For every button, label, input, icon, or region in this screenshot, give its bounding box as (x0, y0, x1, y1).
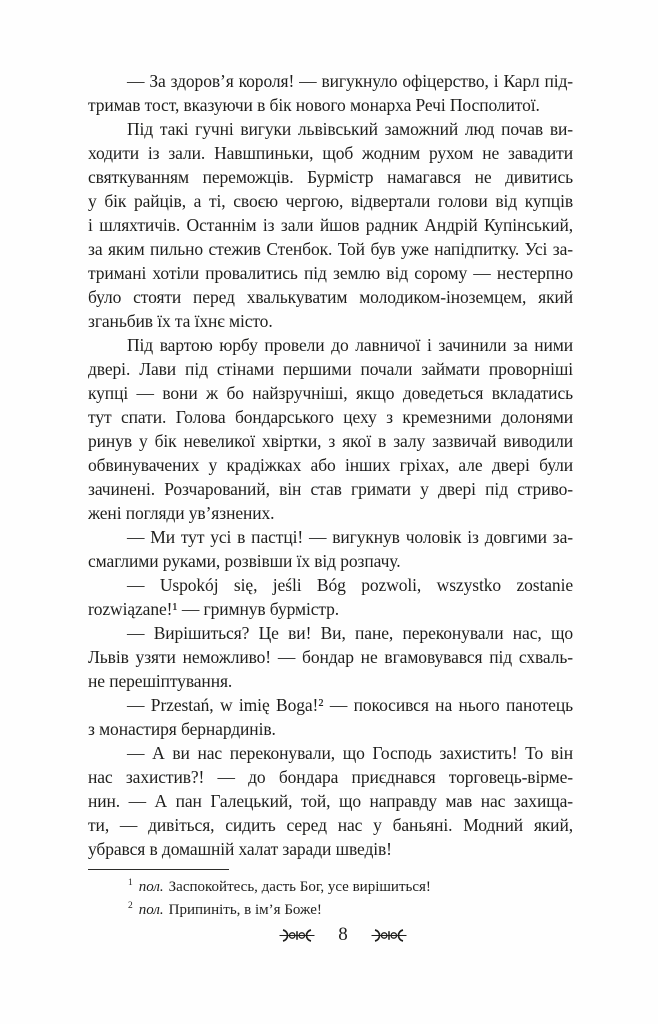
text-line: смаглими руками, розвівши їх від розпачу. (88, 551, 401, 571)
footnote-text: Заспокойтесь, дасть Бог, усе вирішиться! (168, 879, 431, 895)
text-line: тут спати. Голова бондарського цеху з кремезними долонями (88, 407, 573, 427)
footnote-separator (88, 869, 229, 870)
text-line: Львів узяти неможливо! — бондар не вгамовувався під схваль- (88, 647, 573, 667)
paragraph (88, 333, 573, 525)
text-line: ходити із зали. Навшпиньки, щоб жодним рухом не завадити (88, 143, 573, 163)
footnote-item (88, 899, 573, 922)
footnote-text: Припиніть, в ім’я Боже! (168, 902, 322, 918)
footnote-marker: 1 (128, 878, 133, 888)
text-line: з монастиря бернардинів. (88, 719, 276, 739)
text-line: ринув у бік невеликої хвіртки, з якої в залу зазвичай виводили (88, 431, 573, 451)
text-line: нин. — А пан Галецький, той, що направду мав нас захища- (88, 791, 573, 811)
text-line: убрався в домашній халат заради шведів! (88, 839, 392, 859)
text-line: жені погляди ув’язнених. (88, 503, 275, 523)
page-text (88, 69, 573, 861)
paragraph (88, 741, 573, 861)
text-line: — Uspokój się, jeśli Bóg pozwoli, wszystko zostanie (127, 575, 573, 595)
text-line: — А ви нас переконували, що Господь захистить! То він (127, 743, 573, 763)
text-line: тримав тост, вказуючи в бік нового монарха Речі Посполитої. (88, 95, 540, 115)
paragraph (88, 621, 573, 693)
text-line: — Вирішиться? Це ви! Ви, пане, переконували нас, що (127, 623, 573, 643)
text-line: тримані хотіли провалитись під землю від сорому — нестерпно (88, 263, 573, 283)
paragraph (88, 525, 573, 573)
text-line: не перешіптування. (88, 671, 233, 691)
text-line: rozwiązane!¹ — гримнув бурмістр. (88, 599, 340, 619)
text-line: святкуванням переможців. Бурмістр намагався не дивитись (88, 167, 573, 187)
text-line: — Ми тут усі в пастці! — вигукнув чоловік із довгими за- (127, 527, 573, 547)
text-line: зачинені. Розчарований, він став гримати у двері під стриво- (88, 479, 573, 499)
page-footer (14, 925, 658, 945)
text-line: — Przestań, w imię Boga!² — покосився на нього панотець (127, 695, 573, 715)
text-line: обвинувачених у крадіжках або інших гріхах, але двері були (88, 455, 573, 475)
paragraph (88, 69, 573, 117)
paragraph (88, 117, 573, 333)
text-line: і шляхтичів. Останнім із зали йшов радник Андрій Купінський, (88, 215, 573, 235)
page-number: 8 (338, 924, 348, 945)
text-line: за яким пильно стежив Стенбок. Той був уже напідпитку. Усі за- (88, 239, 573, 259)
paragraph (88, 573, 573, 621)
footnote-lang-label: пол. (138, 879, 164, 895)
fleuron-ornament-icon (371, 929, 407, 942)
text-line: Під вартою юрбу провели до лавничої і зачинили за ними (127, 335, 573, 355)
paragraph (88, 693, 573, 741)
text-line: купці — вони ж бо найзручніші, якщо доведеться вкладатись (88, 383, 573, 403)
text-line: було стояти перед хвалькуватим молодиком-іноземцем, який (88, 287, 573, 307)
fleuron-ornament-icon (279, 929, 315, 942)
text-line: — За здоров’я короля! — вигукнуло офіцерство, і Карл під- (127, 71, 573, 91)
footnote-item (88, 876, 573, 899)
footnote-lang-label: пол. (138, 902, 164, 918)
text-line: у бік райців, а ті, своєю чергою, відвертали голови від купців (88, 191, 573, 211)
text-line: двері. Лави під стінами першими почали займати проворніші (88, 359, 573, 379)
text-line: нас захистив?! — до бондара приєднався торговець-вірме- (88, 767, 573, 787)
text-line: ти, — дивіться, сидить серед нас у баньяні. Модний який, (88, 815, 573, 835)
text-line: Під такі гучні вигуки львівський заможний люд почав ви- (127, 119, 573, 139)
text-line: зганьбив їх та їхнє місто. (88, 311, 273, 331)
footnote-marker: 2 (128, 901, 133, 911)
footnotes (88, 876, 573, 922)
